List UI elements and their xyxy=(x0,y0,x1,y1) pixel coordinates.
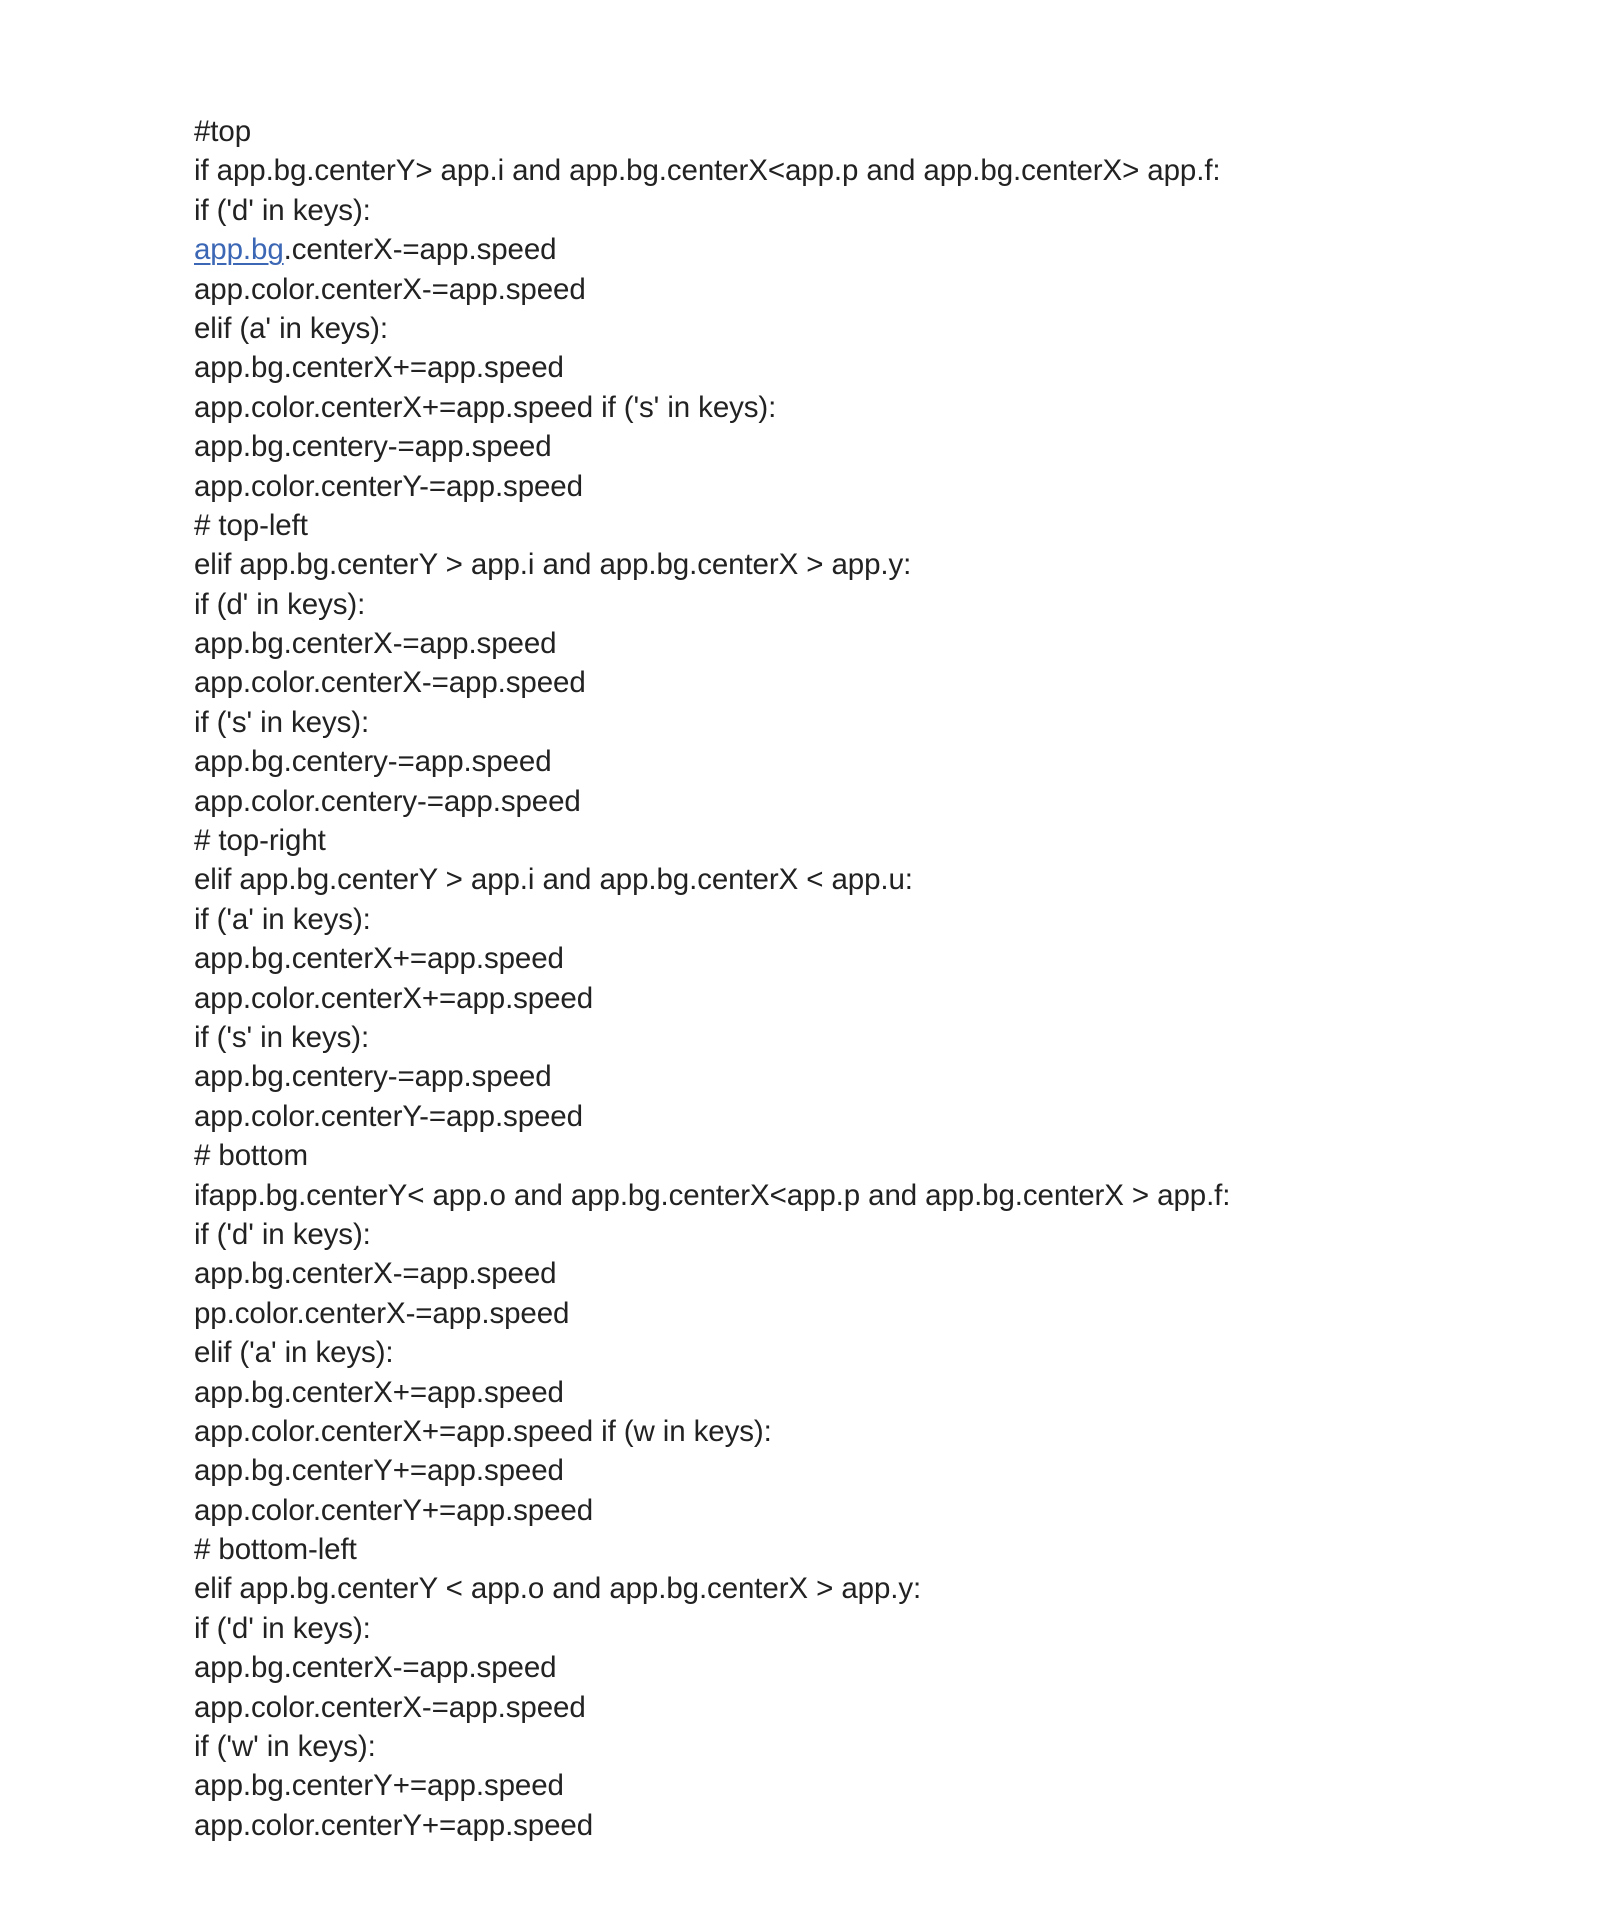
code-line: if ('w' in keys): xyxy=(194,1730,376,1764)
code-line: app.color.centerX+=app.speed if ('s' in keys): xyxy=(194,390,777,424)
code-line: if ('d' in keys): xyxy=(194,1217,371,1251)
code-line: elif app.bg.centerY < app.o and app.bg.centerX > app.y: xyxy=(194,1572,922,1606)
code-line: app.color.centerX+=app.speed xyxy=(194,981,594,1015)
code-line: app.color.centerY-=app.speed xyxy=(194,469,583,503)
code-line: # bottom-left xyxy=(194,1533,357,1567)
code-line: app.color.centerY-=app.speed xyxy=(194,1099,583,1133)
code-line: app.bg.centery-=app.speed xyxy=(194,1060,552,1094)
code-line: elif app.bg.centerY > app.i and app.bg.centerX > app.y: xyxy=(194,548,912,582)
code-line: app.color.centery-=app.speed xyxy=(194,784,581,818)
code-line: if ('s' in keys): xyxy=(194,705,370,739)
code-line: elif app.bg.centerY > app.i and app.bg.centerX < app.u: xyxy=(194,863,913,897)
code-line: app.bg.centerX+=app.speed xyxy=(194,1375,564,1409)
code-line: app.color.centerX+=app.speed if (w in keys): xyxy=(194,1414,772,1448)
code-line: app.bg.centerX+=app.speed xyxy=(194,351,564,385)
code-line: if ('a' in keys): xyxy=(194,902,371,936)
code-line: app.color.centerX-=app.speed xyxy=(194,272,586,306)
code-line: app.bg.centerX-=app.speed xyxy=(194,1651,557,1685)
code-line: app.bg.centerY+=app.speed xyxy=(194,1454,564,1488)
code-line: app.bg.centerX+=app.speed xyxy=(194,942,564,976)
code-line xyxy=(194,230,1524,269)
hyperlink[interactable]: app.bg xyxy=(194,233,284,267)
code-line: # bottom xyxy=(194,1139,308,1173)
code-line: pp.color.centerX-=app.speed xyxy=(194,1296,570,1330)
code-line: #top xyxy=(194,115,252,148)
code-line: elif (a' in keys): xyxy=(194,311,388,345)
code-line: app.color.centerX-=app.speed xyxy=(194,666,586,700)
code-line: app.color.centerY+=app.speed xyxy=(194,1493,594,1527)
code-line-text: .centerX-=app.speed xyxy=(283,233,557,267)
code-line: app.color.centerX-=app.speed xyxy=(194,1690,586,1724)
document-body xyxy=(194,112,1524,1845)
code-line: if app.bg.centerY> app.i and app.bg.centerX<app.p and app.bg.centerX> app.f: xyxy=(194,154,1221,188)
code-line: app.bg.centerY+=app.speed xyxy=(194,1769,564,1803)
code-line: app.bg.centery-=app.speed xyxy=(194,745,552,779)
code-line: # top-right xyxy=(194,824,326,858)
code-line: if (d' in keys): xyxy=(194,587,366,621)
code-line: app.color.centerY+=app.speed xyxy=(194,1808,594,1842)
code-line: # top-left xyxy=(194,508,308,542)
code-line: ifapp.bg.centerY< app.o and app.bg.centerX<app.p and app.bg.centerX > app.f: xyxy=(194,1178,1231,1212)
code-line: app.bg.centery-=app.speed xyxy=(194,430,552,464)
code-line: app.bg.centerX-=app.speed xyxy=(194,627,557,661)
code-line: app.bg.centerX-=app.speed xyxy=(194,1257,557,1291)
code-line: if ('s' in keys): xyxy=(194,1020,370,1054)
code-line: if ('d' in keys): xyxy=(194,1611,371,1645)
code-line: if ('d' in keys): xyxy=(194,193,371,227)
code-line: elif ('a' in keys): xyxy=(194,1336,394,1370)
